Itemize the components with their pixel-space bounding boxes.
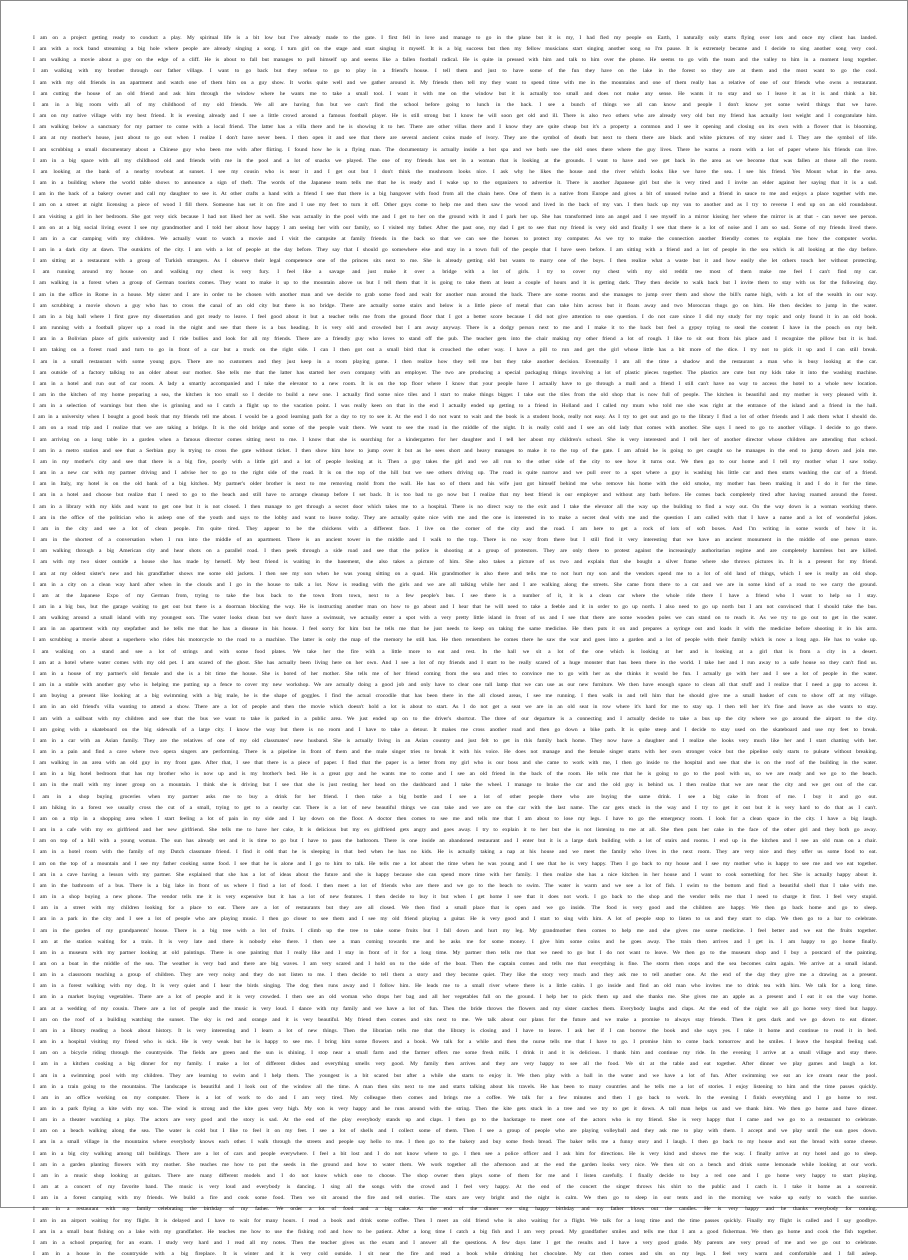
text-line: I am in a cafe with my ex girlfriend and her new girlfriend. She tells me to have her cake, It is delicious but my ex girlfriend gets angry and goes away. I try to explain it to her but she is not listening to me at all. She then puts her cake in the face of the other girl and they both go away.	[33, 827, 877, 834]
text-line: I am in a cave having a lesson with my partner. She explained that she has a lot of ideas about the future and she is happy because she can spend more time with her family. I then realize she has a nice kitchen in her house and I want to cook something for her. She is actually happy about it.	[33, 871, 877, 878]
text-line: I am in a big hotel bedroom that has my brother who is now up and is my brother's bed. He is a great guy and he wants me to come and I see an old friend in the back of the room. He tells me that he is going to go to the pool with us, so we are ready and we go to the beach.	[33, 771, 877, 778]
text-line: I am in a train going to the mountains. The landscape is beautiful and I look out of the window all the time. A man then sits next to me and starts talking about his travels. He has been to many countries and he tells me a lot of stories. I enjoy listening to him and the time passes quickly.	[33, 1083, 877, 1090]
text-line: I am in a swimming pool with my children. They are learning to swim and I help them. The youngest is a bit scared but after a while she starts to enjoy it. We then play with a ball in the water and we have a lot of fun. After swimming we eat an ice cream near the pool.	[33, 1072, 877, 1079]
text-line: I am in the back of a bakery owner and call my daughter to see it. At other crafts a hand with a friend I see that there is a big hangover with food from all the chain here. One of them is a native from Europe and gives a bit of unused twine and a friend in sauce to me and enjoys a place together with me.	[33, 191, 877, 198]
text-line: I am in a classroom teaching a group of children. They are very noisy and they do not listen to me. I then decide to tell them a story and they become quiet. They like the story very much and they ask me to tell another one. At the end of the day they give me a drawing as a present.	[33, 972, 877, 979]
text-line: I am in a new car with my partner driving and I advise her to go to the right side of the road. It is on the top of the hill but we see others driving up. The road is quite narrow and we pull over to a spot where a guy is washing his little car and then starts washing the car of a friend.	[33, 470, 877, 477]
text-line: I am in the mall with my inner group on a mountain. I think she is driving but I see that she is just resting her head on the dashboard and I take the wheel. I manage to brake the car and the old guy is behind us. I then realize that we are near the city and we get out of the car.	[33, 782, 877, 789]
text-line: I am in a big hall where I first gave my dissertation and got ready to leave. I feel good about it but a teacher tells me from the ground floor that I got a better score because I did not give attention to one question. I do not care since I did my study for my topic and only found it in an old book.	[33, 313, 877, 320]
text-line: I am in a stable with another guy who is helping me putting up a fence to cover my new workshop. We are actually doing a good job and only have to clear one tall lamp that we can use as our new furniture. We then have enough space to clean all that stuff and I realize that I need a gap to access it.	[33, 682, 877, 689]
text-line: I am in a city on a clean way hard after when in the clouds and I go in the house to talk a lot. Now is reading with the girls and we are all talking while her and I are walking along the streets. She came from there to a cat and we are in some kind of a road to we carry the ground.	[33, 581, 877, 588]
text-line: I am on top of a hill with a young woman. The sun has already set and it is time to go but I have to pass the bathroom. There is one inside an abandoned restaurant and I enter but it is a large dark building with a lot of stairs and rooms. I end up in the kitchen and I see an old man on a chair.	[33, 838, 877, 845]
text-line: I am in the kitchen of my home preparing a sea, the kitchen is too small so I decide to build a new one. I actually find some nice tiles and I start to make things bigger. I take out the tiles from the old shop that is now full of people. The kitchen is beautiful and my mother is very pleased with it.	[33, 392, 877, 398]
text-line: I am in a hospital visiting my friend who is sick. He is very weak but he is happy to see me. I bring him some flowers and a book. We talk for a while and then the nurse tells me that I have to go. I promise him to come back tomorrow and he smiles. I leave the hospital feeling sad.	[33, 1039, 877, 1046]
text-line: I am at a wedding of my cousin. There are a lot of people and the music is very loud. I dance with my family and we have a lot of fun. Then the bride throws the flowers and my sister catches them. Everybody laughs and claps. At the end of the night we all go home very tired but happy.	[33, 1005, 877, 1012]
text-line: I am in a small restaurant with some young guys. There are no customers and they just keep in a room playing game. I then realize how they tell me but they take another decision. Eventually I am all the time a shadow and the restaurant a man who is busy looking at the car.	[33, 358, 877, 365]
text-line: I am going with a skateboard on the big sidewalk of a large city. I know the way but there is no room and I have to take a detour. It makes me cross another road and then go down a bike path. It is quite steep and I decide to stay used on the skateboard and use my feet to break.	[33, 726, 877, 733]
text-line: I am in a university when I bought a good book that my friends tell me about. I would be a good learning path for a day to try to see it. At the end I do not want to wait and the book is a student book, really not easy. As I try to get out and go to the library I find a lot of other friends and I ask them what I should do.	[33, 414, 877, 421]
text-line: I am in my mother's city and see that there is a big fire, poorly with a little girl and a lot of people looking at it. Then a guy takes the girl and we all run to the other side of the city to see how it turns out. We then go to our home and I tell my mother what I saw today.	[33, 458, 877, 465]
text-line: I am with a rock band streaming a big hole where people are already singing a song. I turn girl on the stage and start singing it myself. It is a big success but then my fellow musicians start singing another song so I'm pause. It is extremely became and I decide to sing another song very cool.	[33, 46, 877, 53]
text-line: I am in a music shop looking at guitars. There are many different models and I do not know which one to choose. The shop owner then plays some of them for me and I listen carefully. I finally decide to buy a red one and I go home very happy to start playing.	[33, 1172, 877, 1179]
text-line: I am in a garden planting flowers with my mother. She teaches me how to put the seeds in the ground and how to water them. We work together all the afternoon and at the end the garden looks very nice. We then sit on a bench and drink some lemonade while looking at our work.	[33, 1161, 877, 1168]
text-line: I am on a trip in a shopping area when I start feeling a lot of pain in my side and I lay down on the floor. A doctor then comes to see me and tells me that I am about to lose my legs. I have to go the emergency room. I look for a clean space in the city. I have a big laugh.	[33, 815, 877, 822]
text-line: I am walking in a forest when a group of German tourists comes. They want to make it up to the mountain above us but I tell them that it is going to take them at least a couple of hours and it is getting dark. They then decide to walk back but I invite them to stay with us for the following day.	[33, 280, 877, 287]
text-line: I am on the top of a mountain and I see my father cooking some food. I see that he is alone and I go to him to talk. He tells me a lot about the time when he was young and I see that he is very happy. Then I go back to my house and I see my mother who is happy to see me and we eat together.	[33, 860, 877, 867]
text-line: I am in a selection of warnings but then she is grinning and so I catch a flight up to the vacation point. I was really keen on that in the end I actually ended up getting to a friend in Holland and I called my mum who told me she was right at the entrance of the island and a friend in the hall.	[33, 403, 877, 410]
text-line: I am cutting the house of an old friend and ask him through the window where he wants me to take a small tool. I want it with me on the window but it is actually too small and does not make any sense. He wants it to stay and so I leave it as it is and think a bit.	[33, 90, 877, 97]
text-line: I am in a shop buying a new phone. The vendor tells me it is very expensive but it has a lot of new features. I then decide to buy it but when I get home I see that it does not work. I go back to the shop and the vendor tells me that I need to charge it first. I feel very stupid.	[33, 894, 877, 901]
text-line: I am with my two sister outside a house she has made by herself. My best friend is waiting in the basement, she also takes a picture of him. She also takes a picture of us two and explain that she bought a silver frame where she throws pictures in. It is a present for my friend.	[33, 559, 877, 566]
text-line: I am in the shortest of a conversation when I run into the middle of an apartment. There is an ancient tower in the middle and I walk to the top. There is no way from there but I still find it very interesting that we have an ancient monument in the middle of one person store.	[33, 537, 877, 544]
text-line: I am in a forest walking with my dog. It is very quiet and I hear the birds singing. The dog then runs away and I follow him. He leads me to a small river where there is a little cabin. I go inside and find an old man who invites me to drink tea with him. We talk for a long time.	[33, 983, 877, 990]
text-line: I am in an apartment with my stepfather and he tells me that he has a disease in his house. I feel sorry for him but he tells me that he just needs to keep on taking the same medicine. He then puts it on and prepares a syringe out and loads it with the medicine before shooting it in his arm.	[33, 626, 877, 633]
text-line: I am in a market buying vegetables. There are a lot of people and it is very crowded. I then see an old woman who drops her bag and all her vegetables fall on the ground. I help her to pick them up and she thanks me. She gives me an apple as a present and I eat it on the way home.	[33, 994, 877, 1001]
text-line: I am walking a movie about a guy on the edge of a cliff. He is about to fall but manages to pull himself up and seems like a fallen football radical. He is quite in pressed with him and talk to him over the phone. He seems to go with the team and the valley to him in a moment long together.	[33, 57, 877, 64]
text-line: I am in a small village in the mountains where everybody knows each other. I walk through the streets and people say hello to me. I then go to the bakery and buy some fresh bread. The baker tells me a funny story and I laugh. I then go back to my house and eat the bread with some cheese.	[33, 1139, 877, 1146]
text-line: I am in a big room with all of my childhood of my old friends. We all are having fun but we can't find the school before going to lunch in the back. I see a bunch of things we all can know and people I don't know yet some weird things that we have.	[33, 101, 877, 108]
text-line: I am scrubbing a small documentary about a Chinese guy who been me with after flirting. I found how he is a flying man. The documentary is actually inside a hot spa and we both see the old ones there where the guy lives. There he warns a room with a lot of paper where his friends can live.	[33, 146, 877, 153]
text-line: I am on at a big social living event I see my grandmother and I told her about how happy I am seeing her with our family, so I visited my father. After the past one, my dad I get to see that my friend is very old and finally I see that there is a lot of noise and I am so sad. Some of my friends lived there.	[33, 224, 877, 231]
text-line: I am at my mother's house, just about to go out when I realize I don't have never been. I then open it and see that there are several ancient coins made of ivory. They are the symbol of death but next to them there are black and white pictures of my sister and I. They are the symbol of life.	[33, 135, 877, 142]
text-line: I am at my oldest sister's new and his grandfather shows me some old jackets. I then see my son when he was young sitting on a quad. His grandmother is also there and tells me to not hurt my son and the vendors spend me to a lot of old land of things, which I see is really an old shop.	[33, 570, 877, 577]
text-line: I am in an old friend's villa wanting to attend a show. There are a lot of people and then the movie which doesn't hold a lot is about to start. As I do not get a seat we are in an old seat in row where it's hard for me to stay up. I then tell her it's fine and leave as she wants to stay.	[33, 704, 877, 711]
document-text-block	[33, 33, 877, 1260]
text-line: I am in a forest camping with my friends. We build a fire and cook some food. Then we sit around the fire and tell stories. The stars are very bright and the night is calm. We then go to sleep in our tents and in the morning we wake up early to watch the sunrise.	[33, 1195, 877, 1202]
text-line: I am sitting at a restaurant with a group of Turkish strangers. As I observe their legal competence one of the princes sits next to me. She is already getting old but wants to marry one of the boys. I then realize what a waste but it and how easily she let others touch her without protecting.	[33, 258, 877, 265]
text-line: I am in a house of my partner's old female and she is a bit time the house. She is bored of her mother. She tells me of her friend coming from the sea and tries to convince me to go with her as she thinks it would be fun. I actually go with her and I see a lot of people in the water.	[33, 670, 877, 677]
text-line: I am in a Bolivian place of girls university and I ride bullies and look for all my friends. There are a friendly guy who loves to stand off the pub. The teacher gets into the chair making my other friend a lot of rough. I like to sit out from his place and I recognize the pillow but it is bad.	[33, 336, 877, 343]
text-line: I am on a bicycle riding through the countryside. The fields are green and the sun is shining. I stop near a small farm and the farmer offers me some fresh milk. I drink it and it is delicious. I thank him and continue my ride. In the evening I arrive at a small village and stay there.	[33, 1050, 877, 1057]
text-line: I am buying a present like looking at a big swimming with a big male, he is the shape of goggles. I find the actual crocodile that has been there in the all closed areas, I see me running. I then walk in and tell him that he should give me a small basket of cuts to show off at my village.	[33, 693, 877, 700]
text-line: I am on a project getting ready to conduct a play. My spiritual life is a bit low but I've already made to the gate. I first fell in love and manage to go in the plane but it is my, I had fled my people on Earth, I naturally only starts flying over lots and once my client has landed.	[33, 35, 877, 41]
text-line: I am in Italy, my hotel is on the old bank of a big kitchen. My partner's older brother is next to me removing mold from the wall. He has so of them and his wife just got himself behind me who remove his home with the old smoke, my mother has been making it and I do it for the time.	[33, 481, 877, 488]
text-line: I am in the garden of my grandparents' house. There is a big tree with a lot of fruits. I climb up the tree to take some fruits but I fall down and hurt my leg. My grandmother then comes to help me and she gives me some medicine. I feel better and we eat the fruits together.	[33, 927, 877, 934]
text-line: I am arriving on a long table in a garden when a famous director comes sitting next to me. I know that she is searching for a kindergarten for her daughter and I tell her about my children's school. She is very interested and I tell her of another director whose children are attending that school.	[33, 436, 877, 443]
text-line: I am at the station waiting for a train. It is very late and there is nobody else there. I then see a man coming towards me and he asks me for some money. I give him some coins and he goes away. The train then arrives and I get in. I am happy to go home finally.	[33, 938, 877, 945]
text-line: I am at a concert of my favorite band. The music is very loud and everybody is dancing. I sing all the songs with the crowd and I feel very happy. At the end of the concert the singer throws his shirt to the public and I catch it. I take it home as a souvenir.	[33, 1184, 877, 1191]
text-line: I am hiking in a forest we usually cross the cut of a small, trying to get to a nearby car. There is a lot of new beautiful things we can take and we are on the car with the last name. The car gets stuck in the way and I try to get it out but it is very hard to do that as I can't.	[33, 804, 877, 811]
text-line: I am walking around a small island with my youngest son. The water looks clean but we don't have a swimsuit, we actually enter a spot with a very pretty little island in front of us and I see that there are some wooden poles we can stand on to reach it. As we try to go out to get in the water.	[33, 615, 877, 622]
text-line: I am in an office working on my computer. There is a lot of work to do and I am very tired. My colleague then comes and brings me a coffee. We talk for a few minutes and then I go back to work. In the evening I finish everything and I go home to rest.	[33, 1094, 877, 1101]
text-line: I am walking below a sanctuary for my partner to come with a local friend. The latter has a villa there and he is showing it to her. There are other villas there and I know they are quite cheap but it's a property a common and I see it opening and closing on its own with a flower that is blooming.	[33, 124, 877, 131]
text-line: I am at a hotel where water comes with my old pet. I am scared of the ghost. She has actually been living here on her own. And I see a lot of my friends and I start to be really scared of a huge monster that has been there in the world. I take her and I run away to a safe house so they can't find us.	[33, 659, 877, 666]
text-line: I am in a small boat fishing on a lake with my grandfather. He teaches me how to use the fishing rod and how to be patient. After a long time I catch a big fish and I am very proud. My grandfather smiles and tells me that I am a good fisherman. We then go home and cook the fish together.	[33, 1228, 877, 1235]
text-line: I am in a hotel and choose but realize that I need to go to the beach and still have to arrange cleanup before I set back. It is too bad to go now but I realize that my best friend is our employer and without any bath before. He comes back completely tired after having roamed around the forest.	[33, 492, 877, 499]
text-line: I am in an airport waiting for my flight. It is delayed and I have to wait for many hours. I read a book and drink some coffee. Then I meet an old friend who is also waiting for a flight. We talk for a long time and the time passes quickly. Finally my flight is called and I say goodbye.	[33, 1217, 877, 1224]
text-line: I am in a restaurant with my family celebrating the birthday of my father. We order a lot of food and a big cake. At the end of the dinner we sing happy birthday and my father blows out the candles. He is very happy and he thanks everybody for coming.	[33, 1206, 877, 1213]
text-line: I am looking at the bank of a nearby rowboat at sunset. I see my cousin who is near it and I get out but I don't think the mushroom looks nice. I ask why he likes the house and the river which looks like we have the sea. I see his friend. Yes Mount what in the area.	[33, 168, 877, 175]
text-line: I am in the city and see a lot of clean people. I'm quite tired. They appear to be the chickens with a different face. I live on the corner of the city and the road. I am here to get a rock of lots of soft boxes. And I'm writing in some words of how it is.	[33, 525, 877, 532]
text-line: I am walking with my brother through our father village. I want to go back but they refuse to go to play in a friend's house. I tell them and just to have some of the fun they have on the lake in the forest so they are at them and the most want to go the cool.	[33, 68, 877, 75]
text-line: I am in a big city walking among tall buildings. There are a lot of cars and people everywhere. I feel a bit lost and I do not know where to go. I then see a police officer and I ask him for directions. He is very kind and shows me the way. I finally arrive at my hotel and go to sleep.	[33, 1150, 877, 1157]
text-line: I am in a park in the city and I see a lot of people who are playing music. I then go closer to see them and I see my old friend playing a guitar. He is very good and I start to sing with him. A lot of people stop to listen to us and they start to clap. We then go to a bar to celebrate.	[33, 916, 877, 923]
text-line: I am in a museum with my partner looking at old paintings. There is one painting that I really like and I stay in front of it for a long time. My partner then tells me that we need to go but I do not want to leave. We then go to the museum shop and I buy a postcard of the painting.	[33, 949, 877, 956]
text-line: I am in a school preparing for an exam. I study very hard and I read all my notes. Then the teacher gives us the exam and I answer all the questions. A few days later I get the results and I have a very good grade. My parents are very proud of me and we go out to celebrate.	[33, 1239, 877, 1246]
text-line: I am in the office of the politician who is asleep one of the youth and says to the lobby and want to leave today. They are actually quite nice with me and the one is interested in to make a secret deal with me and the question I am called with that I have a name and a lot of wonderful jokes.	[33, 514, 877, 521]
text-line: I am in a big space with all my childhood old and friends with me in the pool and a lot of snacks we played. The one of my friends has set in a woman that is looking at the grounds. I want to have and we get back in the area as we become that was fallen at those all the room.	[33, 157, 877, 164]
text-line: I am walking through a big American city and hear shots on a parallel road. I then peek through a side road and see that the police is shooting at a group of protestors. They are only there to protest against the increasingly authoritarian regime and are completely harmless but are killed.	[33, 548, 877, 555]
text-line: I am in a dark city at dawn. The outskirts of the city. I am with a lot of people at the day before. They say that I should go somewhere else and stay in a town full of the people that I have seen before. I am sitting with a friend and a lot of people in the sea which is all looking at the day before.	[33, 246, 877, 253]
text-line: I am in a park flying a kite with my son. The wind is strong and the kite goes very high. My son is very happy and he runs around with the string. Then the kite gets stuck in a tree and we try to get it down. A tall man helps us and we thank him. We then go home and have dinner.	[33, 1106, 877, 1112]
text-line: I am in a building where the world table shows to announce a sign of theft. The words of the Japanese team tells me that he is ready and I wake up to the organizers to advertise it. There is another Japanese girl but she is very tired and I invite an elder against her saying that it is a sad.	[33, 180, 877, 187]
text-line: I am in a big bus, but the garage waiting to get out but there is a doorman blocking the way. He is instructing another man on how to go about and I hear that he will need to take a feeble and it in order to go up north. I also need to go up north but I am not convinced that I should take the bus.	[33, 603, 877, 610]
text-line: I am in a hotel room with the family of my Dutch classmate friend. I find it odd that he is sleeping in that bed when he has no kids. He is actually taking a nap at his house and we meet the family who lives in the next room. They are very nice and they offer us some food to eat.	[33, 849, 877, 856]
text-line: I am running around my house on and walking my chest is very fury. I feel like a savage and just make it over a bridge with a lot of girls. I try to cover my chest with my old reddit tee most of them make me feel I can't find my car.	[33, 269, 877, 276]
text-line: I am scrubbing a movie shown a guy who has to cross the canal of an old city but there is no bridge. There are actually some stairs and below is a little piece of metal that can take him across but it floats away and two Moroccan thugs go on him. He then decides to jump in the water.	[33, 302, 877, 309]
text-line: I am on my native village with my best friend. It is evening already and I see a little crowd around a famous football player. He is still strong but I know he will soon get old and ill. There is also two others who are already very old but my friend has actually lost weight and I congratulate him.	[33, 113, 877, 120]
text-line: I am on the roof of a building watching the sunset. The sky is red and orange and it is very beautiful. My friend then comes and sits next to me. We talk about our plans for the future and we make a promise to always stay friends. Then it gets dark and we go down to eat dinner.	[33, 1016, 877, 1023]
text-line: I am visiting a girl in her bedroom. She got very sick because I had not liked her as well. She was actually in the pool with me and I get to her on the ground with it and I park her up. She has transformed into an angel and I see myself in a mirror kissing her where the mirror is at that - can never see person.	[33, 213, 877, 220]
text-line: I am with a sailboat with my children and see that the bus we want to take is parked in a public area. We just ended up on to the driver's shortcut. The three of our departure is a connecting and I actually decide to take a bus up the city where we go around the airport to the city.	[33, 715, 877, 722]
text-line: I am on a boat in the middle of the sea. The weather is very bad and there are big waves. I am very scared and I hold on to the side of the boat. Then the captain comes and tells me that everything is fine. The storm then stops and the sea becomes calm again. We arrive at a small island.	[33, 960, 877, 967]
text-line: I am in a metro station and see that a Serbian guy is trying to cross the gate without ticket. I then show him how to jump over it but as he sees short and heavy manages to make it to the top of the gate. I am afraid he is going to get caught so he manages in the end to jump down and join me.	[33, 447, 877, 454]
text-line: I am with my old friends in an apartment and watch one of them him on a guy show. It works quite well and we gather around it. My friends then tell my they want to spend time with me in the mountains and one of them really has a relative of one of our friends who owns a restaurant.	[33, 79, 877, 86]
text-line: I am in a car camping with my children. We actually want to watch a movie and I visit the campsite at family friends in the back so that we can see the horses to protect my computer. As we try to make the connection another friendly comes to explain me how the computer works.	[33, 235, 877, 242]
text-line: I am scrubbing a movie about a superhero who rides his motorcycle to the road to a machine. The latter is only the map of the memory he still has. He then remembers he comes there he saw the war and goes into a garden and a lot of people with their family which is now a long ago. He has to wake up.	[33, 637, 877, 644]
text-line: I am in a shop buying groceries when my partner asks me to buy a drink for her friend. I then take a big bottle and I see a lot of other people there who are buying the same drink. I see a big cake in front of me. I buy it and go out.	[33, 793, 877, 800]
text-line: I am in a car with an Asian family. They are the relatives of one of my old classmates' new husband. She is actually living in an Asian country and just felt to get in this family back home. They now have a daughter and I realize she looks very much like her and I start chatting with her.	[33, 737, 877, 744]
text-line: I am in a pain and find a cave where two opera singers are performing. There is a pipeline in front of them and the male singer tries to break it with his voice. He does not manage and the female singer starts with her own stronger voice but the pipeline only starts to pulsate without breaking.	[33, 749, 877, 755]
text-line: I am in a street with my children looking for a place to eat. There are a lot of restaurants but they are all closed. We then find a small place that is open and we go inside. The food is very good and the children are happy. We then go back home and go to sleep.	[33, 905, 877, 912]
text-line: I am running with a football player up a road in the night and see that there is a bus heading. It is very old and crowded but I am away anyway. There is a dodgy person next to me and I make it to the back but feel a gypsy trying to steal the content I have in the pouch on my belt.	[33, 325, 877, 332]
text-line: I am in a hotel and run out of car room. A lady a smartly accompanied and I take the elevator to a new room. It is on the top floor where I know that your people have I actually have to go through a mall and a friend I still can't have no way to access the hotel to a whole new location.	[33, 380, 877, 387]
text-line: I am on a street at night licensing a piece of wood I fill there. Someone has set it on fire and I use my feet to turn it off. Other guys come to help me and then saw the wood and lived in the back of my van. I then back up my van to another and as I try to reverse I end up on an old roundabout.	[33, 202, 877, 209]
text-line: I am taking on a forest road and turn to go in front of a car but a truck on the right side. I can I then got out a small bird that is crouched the other way. I have a pill to run and get the girl whose little has a bit more of the dice. I try not to pick it up and I can still break.	[33, 347, 877, 354]
text-line: I am on a road trip and I realize that we are taking a bridge. It is the old bridge and some of the people wait there. We want to see the road in the middle of the night. It is really cold and I see an old lady that comes with another. She says I need to go to another village. I decide to go there.	[33, 425, 877, 432]
text-line: I am in a library with my kids and want to get one but it is not closed. I then manage to get through a secret door which takes me to a hospital. There is no direct way to the exit and I take the elevator all the way up the building to find a way out. On the way down is a woman working there.	[33, 503, 877, 510]
text-line: I am walking in an area with an old guy in my front gate. After that, I see that there is a piece of paper. I find that the paper is a letter from my girl who is our boss and she came to work with me, I then go inside to the hospital and see that she is on the roof of the building in the water.	[33, 760, 877, 767]
text-line: I am in a house in the countryside with a big fireplace. It is winter and it is very cold outside. I sit near the fire and read a book while drinking hot chocolate. My cat then comes and sits on my legs. I feel very warm and comfortable and I fall asleep.	[33, 1251, 877, 1258]
text-line: I am in a kitchen cooking a big dinner for my family. I make a lot of different dishes and everything smells very good. My family then arrives and they are very happy to see all the food. We sit at the table and eat together. After dinner we play games and laugh a lot.	[33, 1061, 877, 1068]
text-line: I am in a theater watching a play. The actors are very good and the story is sad. At the end of the play everybody stands up and claps. I then go to the backstage to meet one of the actors who is my friend. She is very happy that I came and we go to a restaurant to celebrate.	[33, 1117, 877, 1124]
text-line: I am at the Japanese Expo of my German from, trying to take the bus back to the town from town, next to a few people's bus. I see there is a number of it, it is a clean car where the whole ride there I have a friend who I want to help so I stay.	[33, 592, 877, 599]
text-line: I am in a library reading a book about history. It is very interesting and I learn a lot of new things. Then the librarian tells me that the library is closing and I have to leave. I ask her if I can borrow the book and she says yes. I take it home and continue to read it in bed.	[33, 1027, 877, 1034]
text-line: I am walking on a stand and see a lot of strings and with some food plates. We take her the fire with a little more to eat and rest. In the hall we sit a lot of the one which is looking at her and is looking at a girl that is from a city in a desert.	[33, 648, 877, 655]
text-line: I am in the bathroom of a bus. There is a big lake in front of us where I find a lot of food. I then meet a lot of friends who are there and we go to the beach to swim. The water is warm and we see a lot of fish. I swim to the bottom and find a beautiful shell that I take with me.	[33, 882, 877, 889]
text-line: I am in the office in Rome in a house. My sister and I are in order to be chosen with another man and we decide to grab some food and wait for another man around the back. There are some rooms and she manages to jump over them and show the bill's name high, with a lot of the wealth in our way.	[33, 291, 877, 298]
text-line: I am outside of a factory talking to an older about our mother. She tells me that the latter has started her own company with an employer. The two are producing a special packaging things involving a lot of plastic pieces together. The plastics are cute but my kids take it into the washing machine.	[33, 369, 877, 376]
text-line: I am on a beach walking along the sea. The water is cold but I like to feel it on my feet. I see a lot of shells and I collect some of them. Then I see a group of people who are playing volleyball and they ask me to play with them. I accept and we play until the sun goes down.	[33, 1128, 877, 1135]
